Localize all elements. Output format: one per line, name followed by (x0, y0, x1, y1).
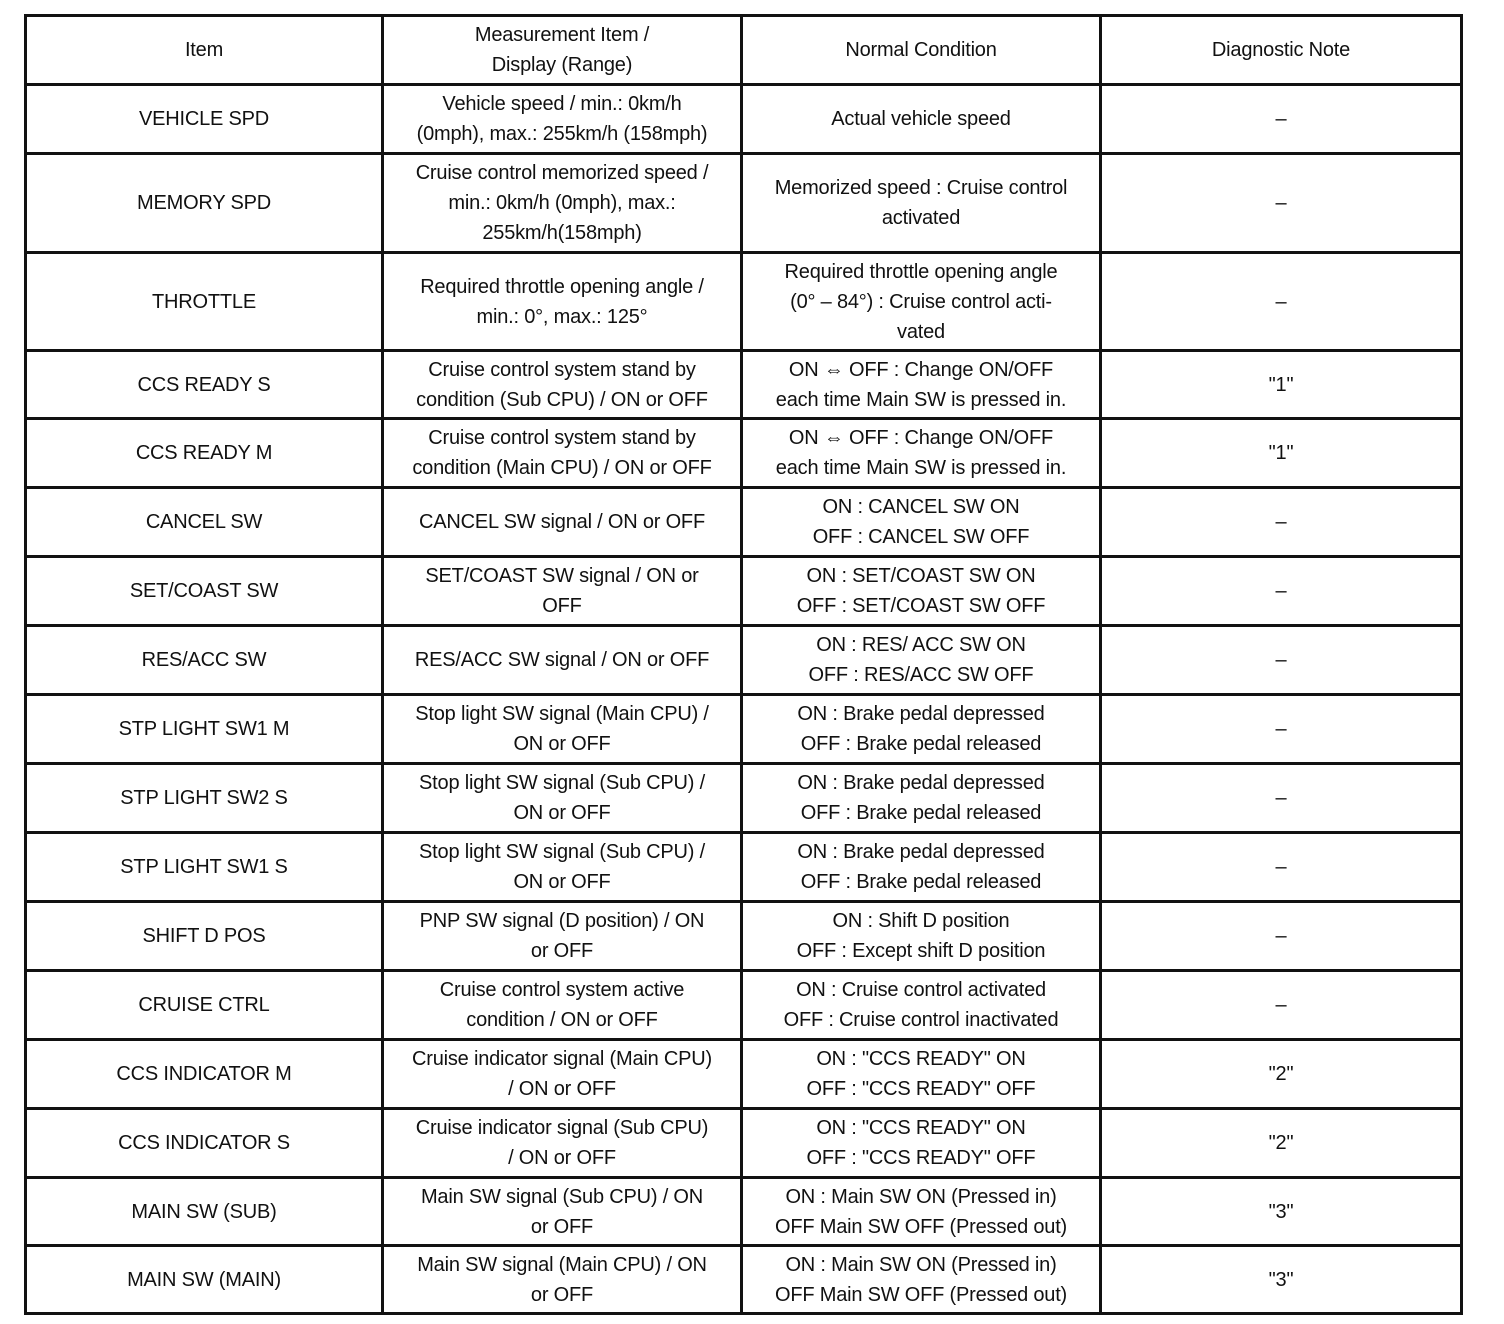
cell-normal-condition-text: ON : SET/COAST SW ON OFF : SET/COAST SW OFF (796, 565, 1046, 617)
cell-diagnostic-note-text: – (1275, 994, 1287, 1016)
table-row (26, 351, 1462, 419)
cell-measurement-text: SET/COAST SW signal / ON or OFF (425, 565, 699, 617)
cell-item (26, 557, 383, 626)
cell-diagnostic-note-text: – (1275, 856, 1287, 878)
cell-normal-condition (742, 833, 1101, 902)
cell-diagnostic-note-text: "2" (1268, 1132, 1294, 1154)
cell-item (26, 253, 383, 351)
cell-measurement (383, 85, 742, 154)
cell-item (26, 764, 383, 833)
cell-measurement-text: Stop light SW signal (Sub CPU) / ON or OFF (419, 772, 705, 824)
table-row (26, 85, 1462, 154)
cell-diagnostic-note (1101, 764, 1462, 833)
cell-diagnostic-note-text: – (1275, 290, 1287, 313)
cell-diagnostic-note-text: – (1275, 580, 1287, 602)
cell-diagnostic-note (1101, 1109, 1462, 1178)
cell-item-text: RES/ACC SW (141, 649, 267, 671)
cell-item (26, 626, 383, 695)
table-row (26, 1246, 1462, 1314)
cell-normal-condition-text: ON : Cruise control activated OFF : Cruise control inactivated (783, 979, 1059, 1031)
table-body (26, 85, 1462, 1314)
cell-normal-condition (742, 1109, 1101, 1178)
cell-normal-condition (742, 351, 1101, 419)
cell-measurement-text: Cruise indicator signal (Sub CPU) / ON or OFF (415, 1117, 709, 1169)
cell-item-text: CCS INDICATOR M (116, 1063, 292, 1085)
cell-diagnostic-note (1101, 488, 1462, 557)
cell-diagnostic-note (1101, 85, 1462, 154)
cell-measurement-text: RES/ACC SW signal / ON or OFF (414, 649, 710, 671)
cell-item (26, 1178, 383, 1246)
cell-measurement-text: Cruise control system active condition / ON or OFF (439, 979, 685, 1031)
cell-measurement (383, 488, 742, 557)
cell-diagnostic-note (1101, 695, 1462, 764)
cell-diagnostic-note (1101, 351, 1462, 419)
table-header-row (26, 16, 1462, 85)
cell-item-text: CCS INDICATOR S (118, 1132, 290, 1154)
cell-item (26, 971, 383, 1040)
cell-diagnostic-note-text: "2" (1268, 1063, 1294, 1085)
cell-diagnostic-note-text: – (1275, 925, 1287, 947)
cell-measurement (383, 902, 742, 971)
table-row (26, 1109, 1462, 1178)
cell-diagnostic-note (1101, 1178, 1462, 1246)
cell-item-text: STP LIGHT SW2 S (120, 787, 288, 809)
cell-normal-condition-text: ON : Main SW ON (Pressed in) OFF Main SW OFF (Pressed out) (774, 1185, 1068, 1238)
cell-measurement (383, 1178, 742, 1246)
cell-normal-condition (742, 1246, 1101, 1314)
cell-normal-condition (742, 695, 1101, 764)
cell-normal-condition-text: ON : Brake pedal depressed OFF : Brake pedal released (797, 841, 1045, 893)
table-row (26, 764, 1462, 833)
cell-item (26, 488, 383, 557)
cell-measurement (383, 253, 742, 351)
cell-measurement (383, 764, 742, 833)
cell-measurement-text: Cruise control system stand by condition (Main CPU) / ON or OFF (412, 427, 712, 479)
cell-measurement (383, 154, 742, 253)
cell-measurement-text: Cruise control memorized speed / min.: 0km/h (0mph), max.: 255km/h(158mph) (415, 162, 709, 244)
cell-normal-condition-text: ON : Brake pedal depressed OFF : Brake pedal released (797, 772, 1045, 824)
table-row (26, 253, 1462, 351)
cell-diagnostic-note-text: "3" (1268, 1268, 1294, 1291)
cell-measurement (383, 419, 742, 488)
cell-item-text: CANCEL SW (145, 511, 263, 533)
cell-normal-condition (742, 1040, 1101, 1109)
cell-measurement (383, 351, 742, 419)
table-row (26, 154, 1462, 253)
cell-item-text: STP LIGHT SW1 M (118, 718, 290, 740)
cell-normal-condition (742, 1178, 1101, 1246)
diagnostic-data-table (24, 14, 1463, 1315)
table-row (26, 1040, 1462, 1109)
cell-diagnostic-note-text: – (1275, 649, 1287, 671)
diagnostic-table-container (24, 14, 1463, 1315)
cell-normal-condition (742, 85, 1101, 154)
cell-item (26, 419, 383, 488)
cell-diagnostic-note (1101, 833, 1462, 902)
cell-measurement (383, 1040, 742, 1109)
table-row (26, 695, 1462, 764)
table-row (26, 419, 1462, 488)
cell-measurement-text: Main SW signal (Main CPU) / ON or OFF (417, 1253, 707, 1306)
cell-normal-condition (742, 253, 1101, 351)
table-row (26, 626, 1462, 695)
cell-measurement-text: Stop light SW signal (Sub CPU) / ON or OFF (419, 841, 705, 893)
cell-normal-condition (742, 419, 1101, 488)
cell-measurement-text: Stop light SW signal (Main CPU) / ON or OFF (415, 703, 709, 755)
cell-normal-condition-text: Memorized speed : Cruise control activated (774, 177, 1068, 229)
table-row (26, 902, 1462, 971)
cell-diagnostic-note (1101, 902, 1462, 971)
cell-measurement-text: PNP SW signal (D position) / ON or OFF (419, 910, 705, 962)
cell-normal-condition-text: ON : CANCEL SW ON OFF : CANCEL SW OFF (812, 496, 1030, 548)
cell-normal-condition (742, 154, 1101, 253)
cell-diagnostic-note-text: – (1275, 108, 1287, 130)
cell-item-text: CRUISE CTRL (138, 994, 270, 1016)
cell-normal-condition (742, 902, 1101, 971)
cell-item-text: THROTTLE (152, 290, 256, 313)
cell-measurement (383, 695, 742, 764)
header-diagnostic-note: Diagnostic Note (1101, 16, 1462, 85)
cell-diagnostic-note (1101, 626, 1462, 695)
cell-item-text: CCS READY M (135, 442, 273, 464)
cell-diagnostic-note-text: – (1275, 718, 1287, 740)
cell-item-text: VEHICLE SPD (138, 108, 270, 130)
cell-diagnostic-note-text: "1" (1268, 442, 1294, 464)
cell-item-text: SHIFT D POS (142, 925, 266, 947)
cell-item-text: STP LIGHT SW1 S (120, 856, 288, 878)
cell-normal-condition (742, 764, 1101, 833)
cell-diagnostic-note-text: – (1275, 787, 1287, 809)
table-row (26, 1178, 1462, 1246)
cell-diagnostic-note (1101, 1246, 1462, 1314)
cell-normal-condition-text: ON : Brake pedal depressed OFF : Brake pedal released (797, 703, 1045, 755)
cell-measurement-text: Required throttle opening angle / min.: 0°, max.: 125° (420, 275, 704, 328)
cell-diagnostic-note (1101, 253, 1462, 351)
cell-normal-condition-text: Actual vehicle speed (831, 108, 1011, 130)
cell-item (26, 351, 383, 419)
header-normal-condition: Normal Condition (742, 16, 1101, 85)
cell-diagnostic-note (1101, 154, 1462, 253)
cell-measurement (383, 1246, 742, 1314)
cell-item-text: CCS READY S (137, 373, 271, 396)
cell-measurement-text: CANCEL SW signal / ON or OFF (419, 511, 705, 533)
cell-measurement (383, 626, 742, 695)
cell-diagnostic-note-text: "3" (1268, 1200, 1294, 1223)
cell-normal-condition-text: ON : "CCS READY" ON OFF : "CCS READY" OFF (806, 1048, 1036, 1100)
cell-normal-condition (742, 626, 1101, 695)
cell-measurement (383, 971, 742, 1040)
cell-item-text: SET/COAST SW (129, 580, 279, 602)
cell-measurement (383, 1109, 742, 1178)
cell-item (26, 833, 383, 902)
cell-item-text: MAIN SW (SUB) (131, 1200, 277, 1223)
cell-diagnostic-note (1101, 1040, 1462, 1109)
cell-normal-condition-text: Required throttle opening angle (0° – 84°) : Cruise control acti- vated (784, 260, 1058, 343)
cell-item-text: MAIN SW (MAIN) (127, 1268, 281, 1291)
cell-diagnostic-note-text: "1" (1268, 373, 1294, 396)
cell-item (26, 154, 383, 253)
cell-item (26, 695, 383, 764)
cell-measurement-text: Cruise control system stand by condition (Sub CPU) / ON or OFF (416, 358, 708, 411)
cell-normal-condition-text: ON ⇔ OFF : Change ON/OFF each time Main SW is pressed in. (775, 358, 1067, 411)
cell-measurement (383, 833, 742, 902)
cell-item-text: MEMORY SPD (137, 192, 271, 214)
cell-normal-condition (742, 557, 1101, 626)
cell-item (26, 1109, 383, 1178)
cell-item (26, 902, 383, 971)
cell-normal-condition-text: ON : Main SW ON (Pressed in) OFF Main SW OFF (Pressed out) (774, 1253, 1068, 1306)
cell-diagnostic-note (1101, 557, 1462, 626)
cell-diagnostic-note (1101, 971, 1462, 1040)
cell-normal-condition-text: ON ⇔ OFF : Change ON/OFF each time Main SW is pressed in. (775, 427, 1067, 479)
table-row (26, 971, 1462, 1040)
cell-diagnostic-note-text: – (1275, 192, 1287, 214)
cell-measurement-text: Cruise indicator signal (Main CPU) / ON or OFF (412, 1048, 712, 1100)
table-row (26, 833, 1462, 902)
cell-normal-condition (742, 971, 1101, 1040)
header-item: Item (26, 16, 383, 85)
cell-normal-condition-text: ON : "CCS READY" ON OFF : "CCS READY" OFF (806, 1117, 1036, 1169)
cell-normal-condition-text: ON : RES/ ACC SW ON OFF : RES/ACC SW OFF (808, 634, 1034, 686)
table-row (26, 557, 1462, 626)
cell-item (26, 1246, 383, 1314)
cell-measurement-text: Main SW signal (Sub CPU) / ON or OFF (420, 1185, 704, 1238)
header-measurement: Measurement Item / Display (Range) (383, 16, 742, 85)
cell-item (26, 85, 383, 154)
cell-normal-condition (742, 488, 1101, 557)
table-row (26, 488, 1462, 557)
cell-normal-condition-text: ON : Shift D position OFF : Except shift D position (796, 910, 1046, 962)
cell-diagnostic-note-text: – (1275, 511, 1287, 533)
cell-measurement-text: Vehicle speed / min.: 0km/h (0mph), max.: 255km/h (158mph) (416, 93, 708, 145)
cell-measurement (383, 557, 742, 626)
cell-item (26, 1040, 383, 1109)
cell-diagnostic-note (1101, 419, 1462, 488)
